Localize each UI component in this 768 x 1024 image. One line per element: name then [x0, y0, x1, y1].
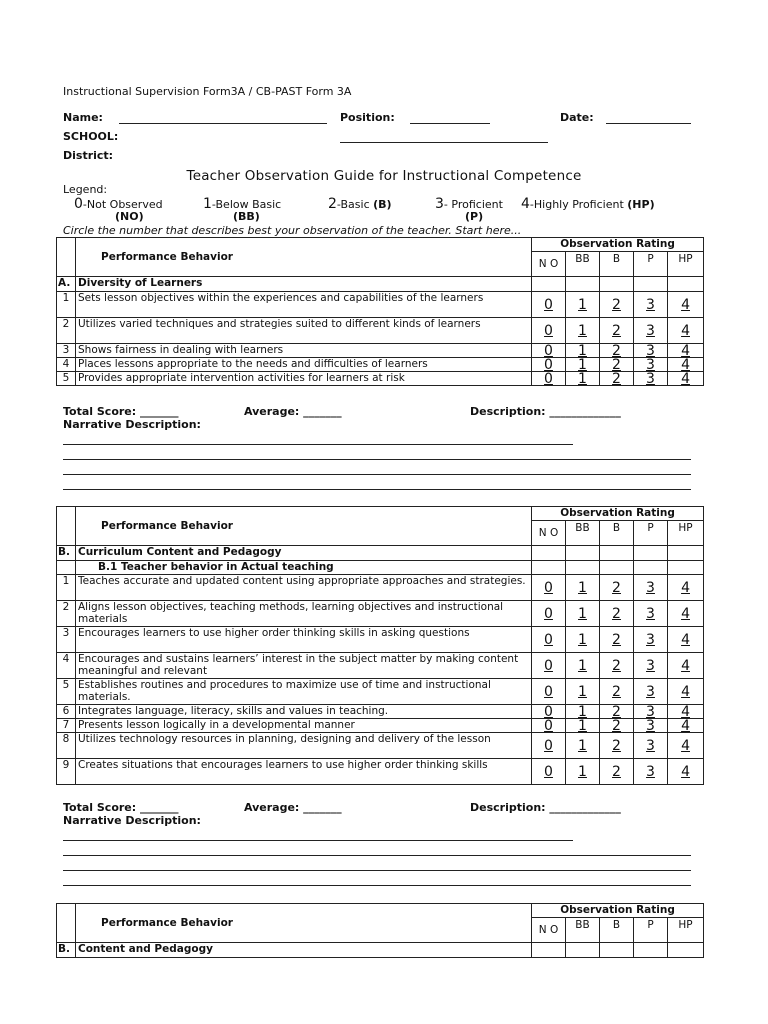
table-row [57, 759, 704, 785]
col-b: B [600, 918, 634, 943]
behavior-text: Utilizes technology resources in planning, designing and delivery of the lesson [76, 733, 532, 759]
rating-option-0[interactable]: 0 [532, 575, 566, 601]
table-row [57, 344, 704, 358]
rating-option-1[interactable]: 1 [566, 318, 600, 344]
behavior-text: Establishes routines and procedures to maximize use of time and instructional materials. [76, 679, 532, 705]
rating-option-4[interactable]: 4 [668, 733, 704, 759]
row-number: 9 [57, 759, 76, 785]
legend-abbr-0: (NO) [115, 210, 144, 223]
narrative-line[interactable] [63, 855, 691, 856]
school-field[interactable] [340, 142, 548, 143]
rating-option-4[interactable]: 4 [668, 601, 704, 627]
table-row [57, 653, 704, 679]
rating-option-0[interactable]: 0 [532, 719, 566, 733]
form-title: Instructional Supervision Form3A / CB-PAST Form 3A [63, 85, 352, 98]
col-p: P [634, 918, 668, 943]
rating-option-0[interactable]: 0 [532, 733, 566, 759]
rating-option-4[interactable]: 4 [668, 358, 704, 372]
date-label: Date: [560, 111, 594, 124]
rating-option-4[interactable]: 4 [668, 318, 704, 344]
rating-option-2[interactable]: 2 [600, 733, 634, 759]
table-row [57, 358, 704, 372]
legend-item-2: 2-Basic (B) [328, 196, 392, 212]
rating-option-1[interactable]: 1 [566, 601, 600, 627]
narrative-line[interactable] [63, 474, 691, 475]
narrative-label-b: Narrative Description: [63, 814, 201, 827]
row-number: 2 [57, 318, 76, 344]
table-row [57, 733, 704, 759]
rating-option-4[interactable]: 4 [668, 627, 704, 653]
rating-option-4[interactable]: 4 [668, 759, 704, 785]
rating-option-3[interactable]: 3 [634, 705, 668, 719]
rating-option-4[interactable]: 4 [668, 292, 704, 318]
narrative-line[interactable] [63, 459, 691, 460]
row-number: 6 [57, 705, 76, 719]
row-number: 3 [57, 627, 76, 653]
row-number: 7 [57, 719, 76, 733]
rating-option-1[interactable]: 1 [566, 733, 600, 759]
section-subtitle: B.1 Teacher behavior in Actual teaching [76, 561, 532, 575]
average-b: Average: _______ [244, 801, 342, 814]
narrative-label-a: Narrative Description: [63, 418, 201, 431]
rating-option-2[interactable]: 2 [600, 344, 634, 358]
legend-label: Legend: [63, 183, 108, 196]
rating-option-2[interactable]: 2 [600, 372, 634, 386]
behavior-text: Teaches accurate and updated content using appropriate approaches and strategies. [76, 575, 532, 601]
rating-option-2[interactable]: 2 [600, 575, 634, 601]
legend-abbr-3: (P) [465, 210, 484, 223]
header-blank [57, 238, 76, 277]
section-letter: B. [57, 546, 76, 561]
rating-option-1[interactable]: 1 [566, 759, 600, 785]
col-p: P [634, 252, 668, 277]
header-blank [57, 904, 76, 943]
legend-item-4: 4-Highly Proficient (HP) [521, 196, 655, 212]
narrative-line[interactable] [63, 870, 691, 871]
behavior-text: Provides appropriate intervention activities for learners at risk [76, 372, 532, 386]
behavior-text: Aligns lesson objectives, teaching methods, learning objectives and instructional materials [76, 601, 532, 627]
behavior-text: Shows fairness in dealing with learners [76, 344, 532, 358]
rating-option-2[interactable]: 2 [600, 679, 634, 705]
rating-option-2[interactable]: 2 [600, 358, 634, 372]
section-title: Content and Pedagogy [76, 943, 532, 958]
rating-option-3[interactable]: 3 [634, 601, 668, 627]
legend-item-1: 1-Below Basic [203, 196, 282, 212]
section-title: Diversity of Learners [76, 277, 532, 292]
behavior-text: Presents lesson logically in a developmental manner [76, 719, 532, 733]
position-label: Position: [340, 111, 395, 124]
behavior-text: Encourages and sustains learners’ interest in the subject matter by making content meaningful and relevant [76, 653, 532, 679]
rating-option-1[interactable]: 1 [566, 292, 600, 318]
page-title: Teacher Observation Guide for Instructional Competence [186, 168, 582, 184]
table-row [57, 679, 704, 705]
table-row [57, 719, 704, 733]
table-row [57, 292, 704, 318]
rating-option-4[interactable]: 4 [668, 575, 704, 601]
behavior-text: Creates situations that encourages learners to use higher order thinking skills [76, 759, 532, 785]
date-field[interactable] [606, 123, 691, 124]
rating-option-4[interactable]: 4 [668, 705, 704, 719]
col-no: N O [532, 918, 566, 943]
col-no: N O [532, 252, 566, 277]
row-number: 4 [57, 653, 76, 679]
rating-option-1[interactable]: 1 [566, 679, 600, 705]
observation-rating-header: Observation Rating [532, 238, 704, 252]
school-label: SCHOOL: [63, 130, 119, 143]
rating-option-0[interactable]: 0 [532, 358, 566, 372]
col-no: N O [532, 521, 566, 546]
performance-behavior-header: Performance Behavior [76, 507, 532, 546]
rating-option-0[interactable]: 0 [532, 679, 566, 705]
total-score-b: Total Score: _______ [63, 801, 179, 814]
rating-option-0[interactable]: 0 [532, 601, 566, 627]
rating-option-4[interactable]: 4 [668, 679, 704, 705]
average-a: Average: _______ [244, 405, 342, 418]
rating-option-2[interactable]: 2 [600, 719, 634, 733]
behavior-text: Utilizes varied techniques and strategies suited to different kinds of learners [76, 318, 532, 344]
rating-option-3[interactable]: 3 [634, 292, 668, 318]
observation-rating-header: Observation Rating [532, 507, 704, 521]
rating-option-1[interactable]: 1 [566, 705, 600, 719]
rating-option-0[interactable]: 0 [532, 372, 566, 386]
legend-item-0: 0-Not Observed [74, 196, 163, 212]
row-number: 8 [57, 733, 76, 759]
table-row [57, 575, 704, 601]
rating-option-4[interactable]: 4 [668, 653, 704, 679]
rating-option-2[interactable]: 2 [600, 292, 634, 318]
table-row [57, 372, 704, 386]
col-b: B [600, 521, 634, 546]
rating-option-1[interactable]: 1 [566, 575, 600, 601]
row-number: 1 [57, 292, 76, 318]
rating-option-0[interactable]: 0 [532, 653, 566, 679]
col-bb: BB [566, 918, 600, 943]
rating-option-3[interactable]: 3 [634, 759, 668, 785]
table-row [57, 601, 704, 627]
rating-option-3[interactable]: 3 [634, 733, 668, 759]
row-number: 3 [57, 344, 76, 358]
rating-option-0[interactable]: 0 [532, 705, 566, 719]
rating-option-0[interactable]: 0 [532, 627, 566, 653]
rating-option-3[interactable]: 3 [634, 575, 668, 601]
rating-option-4[interactable]: 4 [668, 719, 704, 733]
col-p: P [634, 521, 668, 546]
rating-option-3[interactable]: 3 [634, 719, 668, 733]
rating-option-3[interactable]: 3 [634, 627, 668, 653]
row-number: 2 [57, 601, 76, 627]
rating-option-1[interactable]: 1 [566, 372, 600, 386]
legend-item-3: 3- Proficient [435, 196, 503, 212]
narrative-line[interactable] [63, 885, 691, 886]
row-number: 4 [57, 358, 76, 372]
name-field[interactable] [119, 123, 327, 124]
rating-option-1[interactable]: 1 [566, 358, 600, 372]
rating-option-2[interactable]: 2 [600, 318, 634, 344]
rating-option-4[interactable]: 4 [668, 344, 704, 358]
rating-option-0[interactable]: 0 [532, 318, 566, 344]
rating-option-0[interactable]: 0 [532, 759, 566, 785]
performance-behavior-header: Performance Behavior [76, 904, 532, 943]
col-bb: BB [566, 521, 600, 546]
section-letter: B. [57, 943, 76, 958]
rating-option-3[interactable]: 3 [634, 653, 668, 679]
rating-option-1[interactable]: 1 [566, 653, 600, 679]
table-row [57, 318, 704, 344]
narrative-line[interactable] [63, 840, 573, 841]
rating-option-0[interactable]: 0 [532, 292, 566, 318]
rating-option-3[interactable]: 3 [634, 344, 668, 358]
table-row [57, 627, 704, 653]
behavior-text: Places lessons appropriate to the needs and difficulties of learners [76, 358, 532, 372]
section-letter: A. [57, 277, 76, 292]
rating-option-2[interactable]: 2 [600, 653, 634, 679]
rating-option-3[interactable]: 3 [634, 358, 668, 372]
observation-rating-header: Observation Rating [532, 904, 704, 918]
rating-option-2[interactable]: 2 [600, 627, 634, 653]
header-blank [57, 507, 76, 546]
behavior-text: Sets lesson objectives within the experiences and capabilities of the learners [76, 292, 532, 318]
description-a: Description: _____________ [470, 405, 621, 418]
rating-option-3[interactable]: 3 [634, 318, 668, 344]
table-section-b [56, 506, 704, 785]
rating-option-1[interactable]: 1 [566, 627, 600, 653]
rating-option-2[interactable]: 2 [600, 759, 634, 785]
narrative-line[interactable] [63, 444, 573, 445]
instruction-text: Circle the number that describes best your observation of the teacher. Start here... [63, 224, 522, 237]
row-number: 5 [57, 372, 76, 386]
col-hp: HP [668, 918, 704, 943]
performance-behavior-header: Performance Behavior [76, 238, 532, 277]
row-number: 1 [57, 575, 76, 601]
rating-option-3[interactable]: 3 [634, 679, 668, 705]
position-field[interactable] [410, 123, 490, 124]
district-label: District: [63, 149, 114, 162]
narrative-line[interactable] [63, 489, 691, 490]
table-section-a [56, 237, 704, 386]
rating-option-1[interactable]: 1 [566, 344, 600, 358]
rating-option-0[interactable]: 0 [532, 344, 566, 358]
rating-option-2[interactable]: 2 [600, 705, 634, 719]
total-score-a: Total Score: _______ [63, 405, 179, 418]
behavior-text: Encourages learners to use higher order thinking skills in asking questions [76, 627, 532, 653]
col-hp: HP [668, 521, 704, 546]
rating-option-3[interactable]: 3 [634, 372, 668, 386]
behavior-text: Integrates language, literacy, skills and values in teaching. [76, 705, 532, 719]
table-section-c [56, 903, 704, 958]
name-label: Name: [63, 111, 103, 124]
legend-abbr-1: (BB) [233, 210, 260, 223]
table-row [57, 705, 704, 719]
section-title: Curriculum Content and Pedagogy [76, 546, 532, 561]
rating-option-1[interactable]: 1 [566, 719, 600, 733]
col-hp: HP [668, 252, 704, 277]
description-b: Description: _____________ [470, 801, 621, 814]
col-bb: BB [566, 252, 600, 277]
row-number: 5 [57, 679, 76, 705]
col-b: B [600, 252, 634, 277]
rating-option-2[interactable]: 2 [600, 601, 634, 627]
rating-option-4[interactable]: 4 [668, 372, 704, 386]
